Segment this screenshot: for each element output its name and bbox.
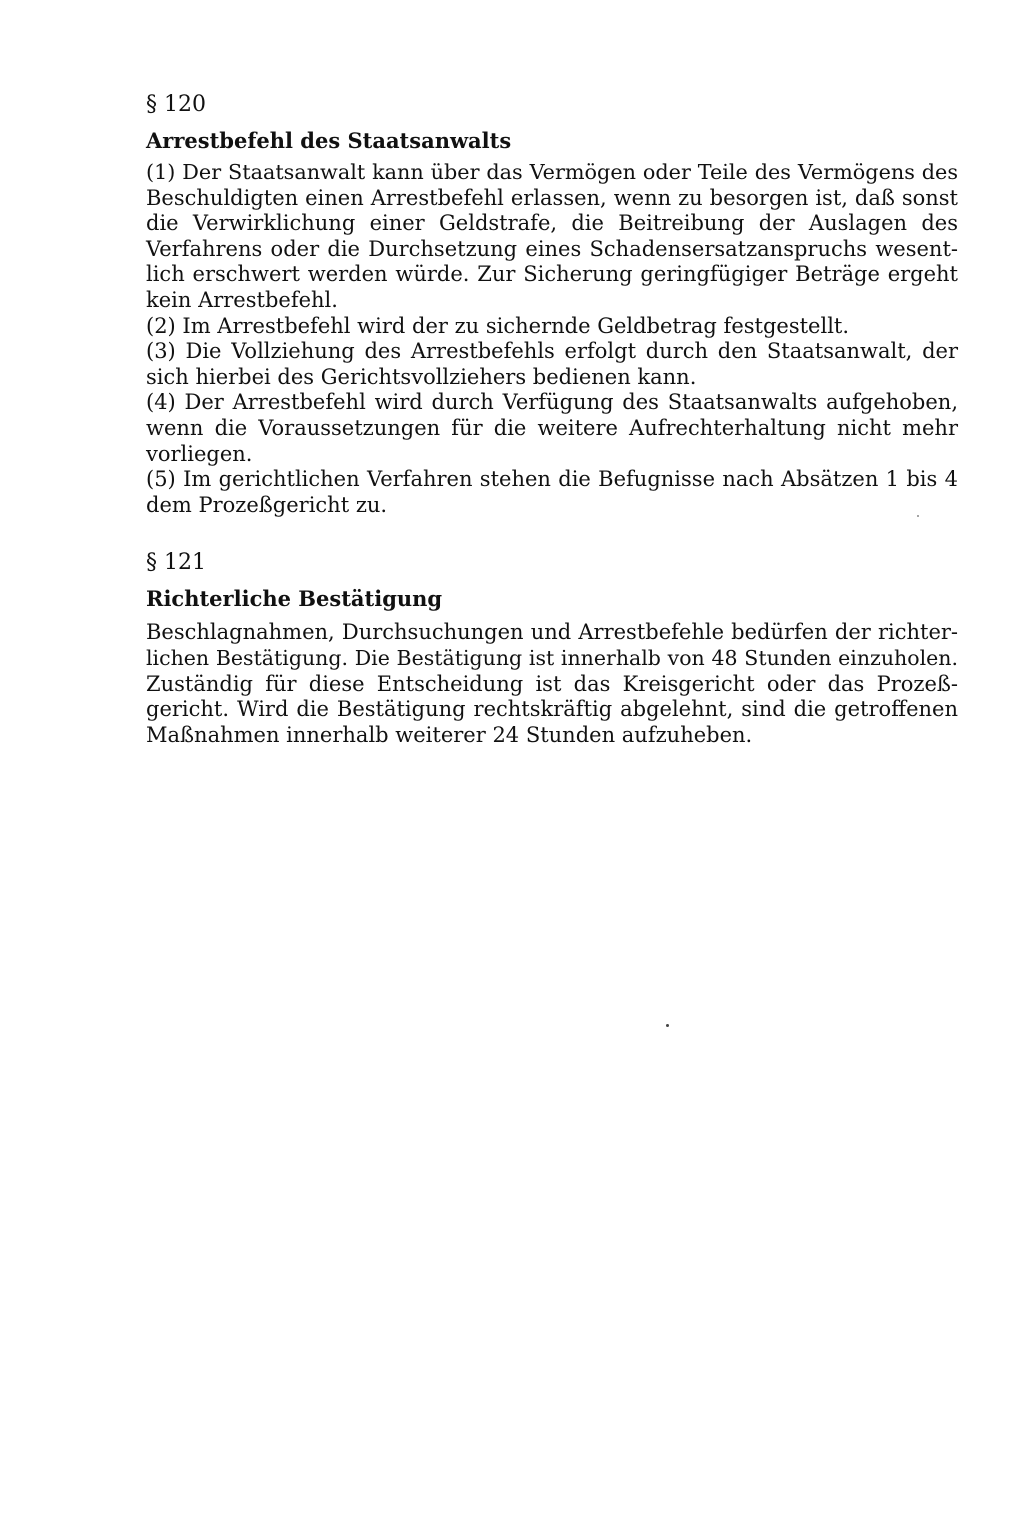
text-line: sich hierbei des Gerichtsvollziehers bedienen kann.	[146, 364, 697, 389]
text-line: dem Prozeßgericht zu.	[146, 492, 388, 517]
section-title: Richterliche Bestätigung	[146, 586, 443, 612]
section-120	[146, 92, 958, 518]
section-body	[146, 160, 958, 518]
text-line: Maßnahmen innerhalb weiterer 24 Stunden aufzuheben.	[146, 722, 753, 747]
text-line: (2) Im Arrestbefehl wird der zu sichernde Geldbetrag festgestellt.	[146, 313, 850, 338]
section-number: § 121	[146, 550, 206, 576]
text-line: wenn die Voraussetzungen für die weitere Aufrechterhaltung nicht mehr	[146, 415, 958, 440]
text-line: Zuständig für diese Entscheidung ist das Kreisgericht oder das Prozeß-	[146, 671, 958, 696]
text-line: Beschlagnahmen, Durchsuchungen und Arrestbefehle bedürfen der richter-	[146, 620, 958, 645]
text-line: vorliegen.	[146, 441, 253, 466]
text-line: lichen Bestätigung. Die Bestätigung ist innerhalb von 48 Stunden einzuholen.	[146, 645, 958, 670]
section-number: § 120	[146, 92, 206, 117]
text-line: kein Arrestbefehl.	[146, 287, 338, 312]
section-121	[146, 550, 958, 748]
scan-speck	[666, 1024, 669, 1027]
section-body	[146, 620, 958, 748]
text-line: (3) Die Vollziehung des Arrestbefehls erfolgt durch den Staatsanwalt, der	[146, 339, 958, 364]
text-line: (1) Der Staatsanwalt kann über das Vermögen oder Teile des Vermögens des	[146, 160, 958, 184]
text-line: lich erschwert werden würde. Zur Sicherung geringfügiger Beträge ergeht	[146, 262, 958, 287]
text-line: (5) Im gerichtlichen Verfahren stehen die Befugnisse nach Absätzen 1 bis 4	[146, 467, 958, 492]
text-line: Verfahrens oder die Durchsetzung eines Schadensersatzanspruchs wesent-	[146, 236, 958, 261]
text-line: die Verwirklichung einer Geldstrafe, die Beitreibung der Auslagen des	[146, 211, 958, 236]
text-line: gericht. Wird die Bestätigung rechtskräftig abgelehnt, sind die getroffenen	[146, 697, 958, 722]
section-title: Arrestbefehl des Staatsanwalts	[146, 128, 512, 153]
text-line: Beschuldigten einen Arrestbefehl erlassen, wenn zu besorgen ist, daß sonst	[146, 185, 958, 210]
document-page	[146, 92, 958, 748]
text-line: (4) Der Arrestbefehl wird durch Verfügung des Staatsanwalts aufgehoben,	[146, 390, 958, 415]
scan-speck	[917, 515, 919, 517]
